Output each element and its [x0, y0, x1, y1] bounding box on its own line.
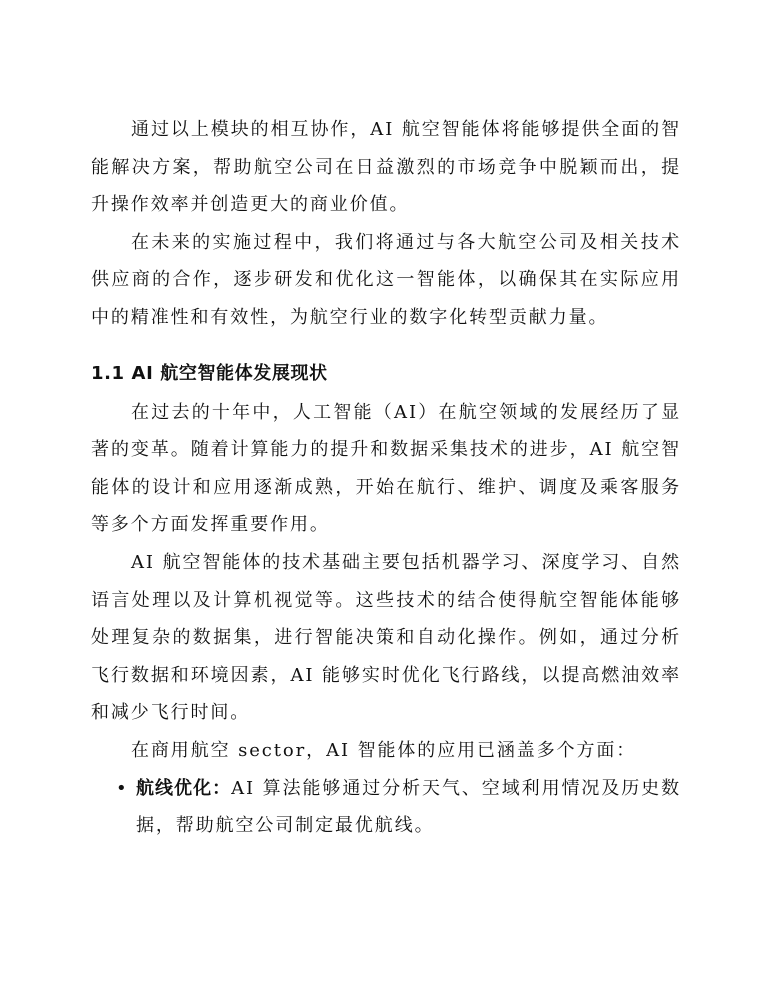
- list-item-route-optimization: [91, 770, 681, 845]
- paragraph-decade-development: 在过去的十年中，人工智能（AI）在航空领域的发展经历了显著的变革。随着计算能力的提升和数据采集技术的进步，AI 航空智能体的设计和应用逐渐成熟，开始在航行、维护、调度及乘客服务等多个方面发挥重要作用。: [91, 401, 681, 536]
- bullet-marker: •: [116, 777, 129, 799]
- application-list: [91, 770, 681, 845]
- paragraph-technical-foundation: AI 航空智能体的技术基础主要包括机器学习、深度学习、自然语言处理以及计算机视觉等。这些技术的结合使得航空智能体能够处理复杂的数据集，进行智能决策和自动化操作。例如，通过分析飞行数据和环境因素，AI 能够实时优化飞行路线，以提高燃油效率和减少飞行时间。: [91, 551, 681, 724]
- paragraph-collaboration-summary: 通过以上模块的相互协作，AI 航空智能体将能够提供全面的智能解决方案，帮助航空公司在日益激烈的市场竞争中脱颖而出，提升操作效率并创造更大的商业价值。: [91, 119, 681, 216]
- paragraph-commercial-intro: 在商用航空 sector，AI 智能体的应用已涵盖多个方面：: [131, 739, 637, 761]
- paragraph-future-implementation: 在未来的实施过程中，我们将通过与各大航空公司及相关技术供应商的合作，逐步研发和优化这一智能体，以确保其在实际应用中的精准性和有效性，为航空行业的数字化转型贡献力量。: [91, 231, 681, 328]
- bullet-term: 航线优化：: [136, 777, 232, 799]
- page-content: [91, 111, 681, 845]
- section-heading: 1.1 AI 航空智能体发展现状: [91, 362, 328, 384]
- bullet-text: AI 算法能够通过分析天气、空域利用情况及历史数据，帮助航空公司制定最优航线。: [136, 777, 681, 837]
